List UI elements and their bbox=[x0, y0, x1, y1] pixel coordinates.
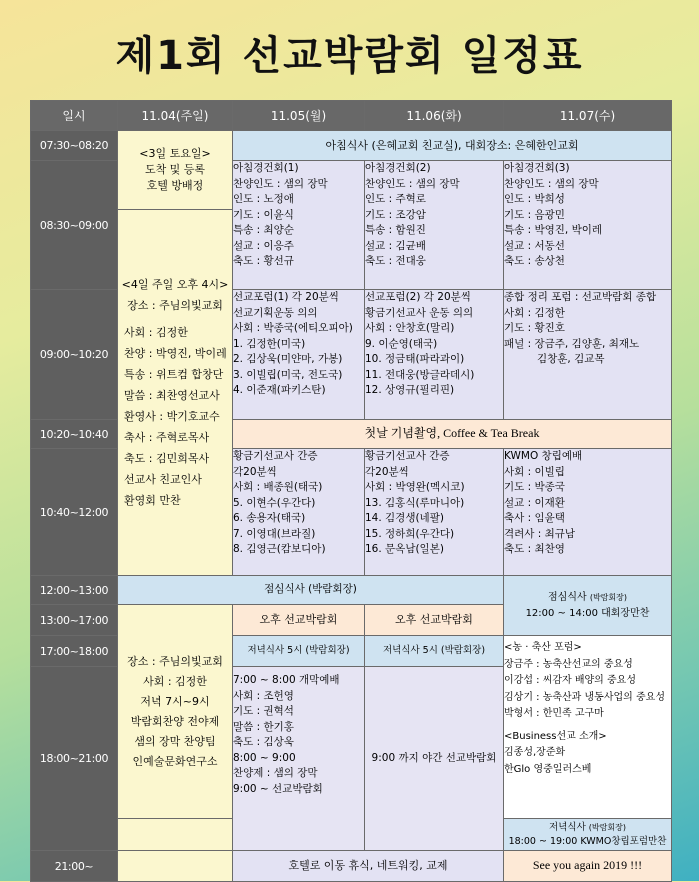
header-time: 일시 bbox=[31, 101, 118, 131]
arrival-line: 호텔 방배정 bbox=[146, 178, 204, 192]
forum-line: 2. 김상욱(미얀마, 가봉) bbox=[233, 353, 343, 365]
forum-line: 기도 : 황진호 bbox=[504, 322, 565, 334]
testimony-line: 8. 김영근(캄보디아) bbox=[233, 543, 326, 555]
devotion-line: 특송 : 함원진 bbox=[365, 224, 426, 236]
header-row bbox=[31, 101, 672, 131]
forum-line: 사회 : 김정한 bbox=[504, 306, 565, 319]
devotion-line: 인도 : 주혁로 bbox=[365, 193, 426, 205]
testimony-line: 6. 송용자(태국) bbox=[233, 512, 306, 524]
worship-line: 설교 : 이재환 bbox=[504, 496, 565, 509]
devotion-day-4 bbox=[504, 161, 672, 290]
welcome-line: 찬양 : 박영진, 박이레 bbox=[124, 347, 227, 360]
forum-line: 10. 정금태(파라과이) bbox=[365, 353, 465, 365]
agri-line: 김종성,장준화 bbox=[504, 747, 566, 758]
dinner-day-4-title bbox=[504, 821, 671, 835]
dinner-day-2: 저녁식사 5시 (박람회장) bbox=[233, 636, 365, 667]
forum-line: 3. 이빌립(미국, 전도국) bbox=[233, 368, 343, 381]
devotion-day-2 bbox=[233, 161, 365, 290]
testimony-line: 각20분씩 bbox=[233, 465, 277, 478]
devotion-line: 특송 : 박영진, 박이레 bbox=[504, 224, 603, 236]
dinner-day-4-main: 저녁식사 bbox=[549, 821, 586, 833]
testimony-line: 황금기선교사 간증 bbox=[365, 450, 450, 462]
evening-line: 9:00 ~ 선교박람회 bbox=[233, 782, 323, 795]
testimony-line: 황금기선교사 간증 bbox=[233, 450, 318, 462]
welcome-details bbox=[118, 322, 232, 511]
lunch-day-4-title bbox=[504, 590, 671, 606]
eve-service-cell bbox=[118, 605, 233, 819]
testimony-day-2 bbox=[233, 449, 365, 576]
arrival-cell bbox=[118, 131, 233, 210]
day-1-blank bbox=[118, 819, 233, 851]
forum-day-2 bbox=[233, 290, 365, 420]
devotion-line: 축도 : 전대웅 bbox=[365, 255, 426, 267]
evening-line: 기도 : 권혁석 bbox=[233, 705, 294, 717]
welcome-line: <4일 주일 오후 4시> bbox=[121, 278, 229, 291]
welcome-line: 사회 : 김정한 bbox=[124, 326, 188, 339]
devotion-line: 설교 : 서동선 bbox=[504, 239, 565, 252]
time-slot: 17:00~18:00 bbox=[31, 636, 118, 667]
evening-day-3: 9:00 까지 야간 선교박람회 bbox=[365, 667, 504, 851]
time-slot: 21:00~ bbox=[31, 851, 118, 882]
time-slot: 18:00~21:00 bbox=[31, 667, 118, 851]
see-you-cell: See you again 2019 !!! bbox=[504, 851, 672, 882]
lunch-day-4-cell bbox=[504, 576, 672, 636]
page-title: 제1회 선교박람회 일정표 bbox=[115, 33, 584, 79]
welcome-line: 축사 : 주혁로목사 bbox=[124, 431, 210, 444]
dinner-day-4-place: (박람회장) bbox=[588, 822, 626, 832]
testimony-day-3 bbox=[365, 449, 504, 576]
kwmo-worship-day-4 bbox=[504, 449, 672, 576]
welcome-line: 특송 : 위트컴 합창단 bbox=[124, 368, 224, 381]
header-day-4: 11.07(수) bbox=[504, 101, 672, 131]
devotion-line: 아침경건회(2) bbox=[365, 162, 431, 174]
testimony-line: 7. 이영대(브라질) bbox=[233, 527, 316, 540]
forum-line: 선교기획운동 의의 bbox=[233, 306, 318, 319]
photo-break-cell: 첫날 기념촬영, Coffee & Tea Break bbox=[233, 420, 672, 449]
time-slot: 12:00~13:00 bbox=[31, 576, 118, 605]
devotion-line: 특송 : 최양순 bbox=[233, 224, 294, 236]
time-slot: 08:30~09:00 bbox=[31, 161, 118, 290]
eve-line: 사회 : 김정한 bbox=[143, 674, 207, 688]
agri-line: <Business선교 소개> bbox=[504, 730, 607, 742]
forum-line: 4. 이준재(파키스탄) bbox=[233, 384, 326, 396]
worship-line: 기도 : 박종국 bbox=[504, 481, 565, 493]
agri-line: 이강섭 : 씨감자 배양의 중요성 bbox=[504, 675, 637, 686]
eve-line: 인예술문화연구소 bbox=[132, 754, 218, 768]
forum-line: 11. 전대웅(방글라데시) bbox=[365, 368, 475, 381]
welcome-line: 선교사 친교인사 bbox=[124, 473, 202, 486]
agri-line: 박형서 : 한민족 고구마 bbox=[504, 708, 604, 719]
lunch-cell: 점심식사 (박람회장) bbox=[118, 576, 504, 605]
forum-line: 김창훈, 김교목 bbox=[537, 353, 605, 365]
evening-line: 찬양제 : 샘의 장막 bbox=[233, 767, 318, 779]
dinner-day-3: 저녁식사 5시 (박람회장) bbox=[365, 636, 504, 667]
testimony-line: 13. 김홍식(루마니아) bbox=[365, 496, 465, 509]
devotion-line: 기도 : 이윤식 bbox=[233, 208, 294, 221]
testimony-line: 14. 김경생(네팔) bbox=[365, 512, 444, 524]
time-slot: 07:30~08:20 bbox=[31, 131, 118, 161]
welcome-line: 말씀 : 최찬영선교사 bbox=[124, 389, 220, 402]
header-day-2: 11.05(월) bbox=[233, 101, 365, 131]
worship-line: 축도 : 최찬영 bbox=[504, 543, 565, 555]
welcome-line: 축도 : 김민희목사 bbox=[124, 452, 210, 465]
lunch-day-4-main: 점심식사 bbox=[548, 591, 587, 603]
worship-line: 축사 : 임윤택 bbox=[504, 512, 565, 524]
agri-line: <농 · 축산 포럼> bbox=[504, 642, 582, 653]
time-slot: 10:40~12:00 bbox=[31, 449, 118, 576]
testimony-line: 15. 정하희(우간다) bbox=[365, 527, 455, 540]
devotion-line: 기도 : 조강암 bbox=[365, 208, 426, 221]
day-1-blank bbox=[118, 851, 233, 882]
arrival-line: 도착 및 등록 bbox=[144, 163, 206, 177]
header-day-1: 11.04(주일) bbox=[118, 101, 233, 131]
forum-day-3 bbox=[365, 290, 504, 420]
forum-line: 9. 이순영(태국) bbox=[365, 337, 438, 350]
testimony-line: 사회 : 배종원(태국) bbox=[233, 481, 323, 493]
testimony-line: 각20분씩 bbox=[365, 465, 409, 478]
lunch-day-4-sub: 12:00 ~ 14:00 대회장만찬 bbox=[525, 607, 650, 619]
welcome-line: 환영회 만찬 bbox=[124, 494, 181, 507]
forum-line: 패널 : 장금주, 김양훈, 최재노 bbox=[504, 337, 640, 350]
devotion-line: 설교 : 이응주 bbox=[233, 239, 294, 252]
time-slot: 09:00~10:20 bbox=[31, 290, 118, 420]
devotion-line: 축도 : 황선규 bbox=[233, 255, 294, 267]
forum-line: 황금기선교사 운동 의의 bbox=[365, 306, 474, 319]
evening-line: 사회 : 조헌영 bbox=[233, 689, 294, 702]
lunch-day-4-place: (박람회장) bbox=[589, 592, 627, 602]
eve-line: 샘의 장막 찬양팀 bbox=[134, 734, 216, 748]
devotion-line: 설교 : 김균배 bbox=[365, 239, 426, 252]
evening-line: 8:00 ~ 9:00 bbox=[233, 751, 296, 764]
devotion-line: 축도 : 송상천 bbox=[504, 255, 565, 267]
testimony-line: 5. 이현수(우간다) bbox=[233, 496, 316, 509]
dinner-day-4-cell bbox=[504, 819, 672, 851]
forum-line: 선교포럼(2) 각 20분씩 bbox=[365, 291, 471, 303]
worship-line: 사회 : 이빌립 bbox=[504, 465, 565, 478]
header-day-3: 11.06(화) bbox=[365, 101, 504, 131]
arrival-line: <3일 토요일> bbox=[139, 147, 211, 161]
testimony-line: 사회 : 박영완(멕시코) bbox=[365, 481, 465, 493]
eve-line: 저녁 7시~9시 bbox=[140, 694, 210, 708]
forum-line: 1. 김정한(미국) bbox=[233, 337, 306, 350]
forum-line: 사회 : 박종국(에티오피아) bbox=[233, 322, 353, 334]
time-slot: 10:20~10:40 bbox=[31, 420, 118, 449]
devotion-line: 찬양인도 : 샘의 장막 bbox=[365, 177, 460, 190]
agri-forum-day-4 bbox=[504, 636, 672, 819]
agri-line: 한Glo 영중일러스베 bbox=[504, 763, 592, 775]
breakfast-cell: 아침식사 (은혜교회 친교실), 대회장소: 은혜한인교회 bbox=[233, 131, 672, 161]
evening-day-2 bbox=[233, 667, 365, 851]
dinner-day-4-sub: 18:00 ~ 19:00 KWMO창립포럼만찬 bbox=[508, 835, 667, 847]
welcome-service-cell bbox=[118, 210, 233, 576]
schedule-table bbox=[30, 100, 672, 882]
devotion-line: 찬양인도 : 샘의 장막 bbox=[504, 177, 599, 190]
welcome-line: 장소 : 주님의빛교회 bbox=[127, 299, 223, 312]
evening-line: 말씀 : 한기홍 bbox=[233, 720, 294, 733]
time-slot: 13:00~17:00 bbox=[31, 605, 118, 636]
forum-day-4 bbox=[504, 290, 672, 420]
devotion-day-3 bbox=[365, 161, 504, 290]
welcome-line: 환영사 : 박기호교수 bbox=[124, 410, 220, 423]
devotion-line: 찬양인도 : 샘의 장막 bbox=[233, 177, 328, 190]
eve-line: 장소 : 주님의빛교회 bbox=[127, 654, 223, 668]
hotel-cell: 호텔로 이동 휴식, 네트워킹, 교제 bbox=[233, 851, 504, 882]
forum-line: 선교포럼(1) 각 20분씩 bbox=[233, 291, 339, 303]
testimony-line: 16. 문옥남(일본) bbox=[365, 543, 444, 555]
agri-line: 장금주 : 농축산선교의 중요성 bbox=[504, 658, 633, 670]
forum-line: 12. 상영규(필리핀) bbox=[365, 384, 455, 396]
agri-line: 김상기 : 농축산과 냉동사업의 중요성 bbox=[504, 691, 665, 703]
forum-line: 사회 : 안창호(말리) bbox=[365, 322, 455, 334]
afternoon-day-3: 오후 선교박람회 bbox=[365, 605, 504, 636]
evening-line: 7:00 ~ 8:00 개막예배 bbox=[233, 674, 340, 686]
devotion-line: 기도 : 음광민 bbox=[504, 208, 565, 221]
forum-line: 종합 정리 포럼 : 선교박람회 종합 bbox=[504, 291, 657, 303]
worship-line: 격려사 : 최규남 bbox=[504, 527, 576, 540]
worship-line: KWMO 창립예배 bbox=[504, 450, 583, 462]
devotion-line: 아침경건회(3) bbox=[504, 162, 570, 174]
eve-line: 박람회찬양 전야제 bbox=[130, 714, 220, 728]
devotion-line: 아침경건회(1) bbox=[233, 162, 299, 174]
afternoon-day-2: 오후 선교박람회 bbox=[233, 605, 365, 636]
devotion-line: 인도 : 노정애 bbox=[233, 193, 294, 205]
devotion-line: 인도 : 박희성 bbox=[504, 193, 565, 205]
evening-line: 축도 : 김상욱 bbox=[233, 736, 294, 748]
